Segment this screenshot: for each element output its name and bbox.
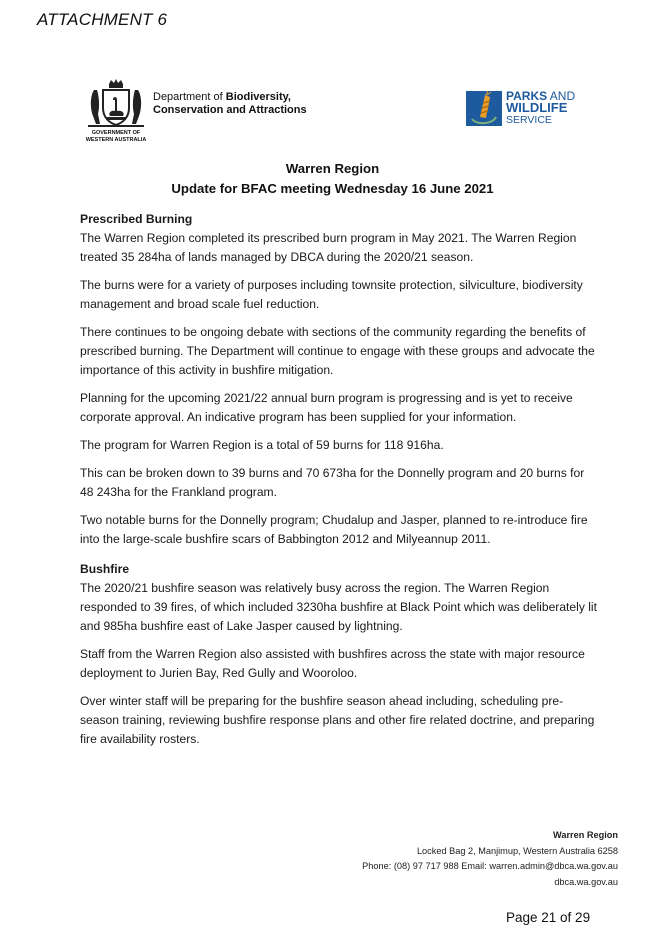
- section-heading-prescribed-burning: Prescribed Burning: [80, 212, 193, 226]
- banksia-icon: [466, 91, 502, 126]
- paragraph: Two notable burns for the Donnelly program; Chudalup and Jasper, planned to re-introduce fire into the large-scale bushfire scars of Babbington 2012 and Milyeannup 2011.: [80, 513, 588, 546]
- footer-contact: [362, 828, 618, 890]
- document-title: Warren Region: [285, 161, 380, 176]
- footer-org: Warren Region: [553, 830, 618, 840]
- document-body: [80, 210, 600, 758]
- department-name: Department of Biodiversity, Conservation and Attractions: [153, 91, 307, 116]
- paragraph: There continues to be ongoing debate with sections of the community regarding the benefits of prescribed burning. The Department will continue to engage with these groups and advocate the importance of this activity in bushfire mitigation.: [80, 325, 595, 377]
- section-heading-bushfire: Bushfire: [80, 562, 130, 576]
- attachment-label: ATTACHMENT 6: [37, 10, 168, 29]
- footer-phone-email: Phone: (08) 97 717 988 Email: warren.admin@dbca.wa.gov.au: [362, 861, 618, 871]
- crest-caption: GOVERNMENT OF WESTERN AUSTRALIA: [85, 130, 147, 143]
- paragraph: The burns were for a variety of purposes including townsite protection, silviculture, biodiversity management and broad scale fuel reduction.: [80, 278, 583, 311]
- footer-address: Locked Bag 2, Manjimup, Western Australia 6258: [416, 845, 618, 856]
- footer-website: dbca.wa.gov.au: [554, 876, 618, 887]
- paragraph: The program for Warren Region is a total of 59 burns for 118 916ha.: [80, 438, 444, 452]
- document-subtitle: Update for BFAC meeting Wednesday 16 June 2021: [171, 181, 494, 196]
- parks-wildlife-logo: PARKS AND WILDLIFE SERVICE: [466, 86, 586, 128]
- paragraph: This can be broken down to 39 burns and 70 673ha for the Donnelly program and 20 burns for 48 243ha for the Frankland program.: [80, 466, 585, 499]
- paragraph: Staff from the Warren Region also assisted with bushfires across the state with major resource deployment to Jurien Bay, Red Gully and Wooroloo.: [80, 647, 585, 680]
- paragraph: The 2020/21 bushfire season was relatively busy across the region. The Warren Region responded to 39 fires, of which included 3230ha bushfire at Black Point which was deliberately lit and 985ha bushfire east of Lake Jasper caused by lightning.: [80, 581, 597, 633]
- page-number: Page 21 of 29: [506, 910, 591, 925]
- paragraph: Planning for the upcoming 2021/22 annual burn program is progressing and is yet to receive corporate approval. An indicative program has been supplied for your information.: [80, 391, 573, 424]
- paragraph: The Warren Region completed its prescribed burn program in May 2021. The Warren Region treated 35 284ha of lands managed by DBCA during the 2020/21 season.: [80, 231, 577, 264]
- paragraph: Over winter staff will be preparing for the bushfire season ahead including, scheduling pre-season training, reviewing bushfire response plans and other fire related doctrine, and preparing fire availability rosters.: [80, 694, 595, 746]
